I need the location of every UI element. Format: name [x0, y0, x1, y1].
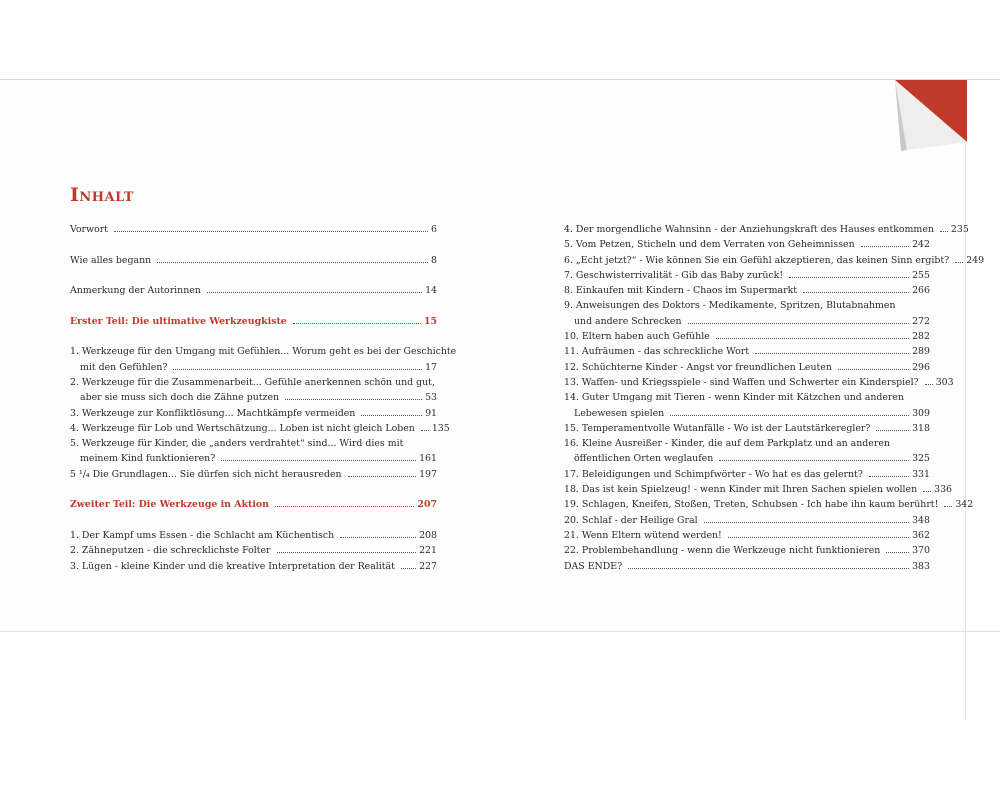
toc-entry[interactable]: 7. Geschwisterrivalität - Gib das Baby zurück! 255 — [564, 268, 930, 283]
toc-right-column — [564, 222, 985, 574]
toc-entry[interactable]: 5. Vom Petzen, Sticheln und dem Verraten von Geheimnissen 242 — [564, 237, 930, 252]
page-number: 331 — [912, 468, 930, 480]
page-number: 242 — [912, 239, 930, 251]
toc-entry[interactable]: Wie alles begann 8 — [70, 253, 437, 268]
page-number: 14 — [425, 285, 437, 297]
toc-entry[interactable]: 15. Temperamentvolle Wutanfälle - Wo ist der Lautstärkeregler? 318 — [564, 421, 930, 436]
toc-entry[interactable]: 1. Werkzeuge für den Umgang mit Gefühlen... Worum geht es bei der Geschichte mit den Gefühlen? 17 — [70, 344, 437, 375]
page-number: 383 — [912, 560, 930, 572]
page-number: 8 — [431, 254, 437, 266]
page-number: 325 — [912, 453, 930, 465]
toc-entry[interactable]: 1. Der Kampf ums Essen - die Schlacht am Küchentisch 208 — [70, 528, 437, 543]
bottom-divider — [0, 631, 1000, 632]
toc-entry[interactable]: Vorwort 6 — [70, 222, 437, 237]
page-number: 15 — [423, 315, 437, 327]
page-number: 336 — [934, 484, 953, 496]
page-edge — [965, 80, 966, 720]
toc-entry[interactable]: 19. Schlagen, Kneifen, Stoßen, Treten, Schubsen - Ich habe ihn kaum berührt! 342 — [564, 497, 930, 512]
toc-entry[interactable]: 18. Das ist kein Spielzeug! - wenn Kinder mit Ihren Sachen spielen wollen 336 — [564, 482, 930, 497]
page-number: 53 — [425, 392, 437, 404]
page-number: 255 — [912, 269, 930, 281]
page-number: 161 — [419, 453, 437, 465]
toc-entry[interactable]: 20. Schlaf - der Heilige Gral 348 — [564, 513, 930, 528]
page-number: 91 — [425, 407, 437, 419]
page-number: 282 — [912, 331, 930, 343]
toc-entry[interactable]: 10. Eltern haben auch Gefühle 282 — [564, 329, 930, 344]
toc-entry[interactable]: 3. Lügen - kleine Kinder und die kreative Interpretation der Realität 227 — [70, 559, 437, 574]
toc-part-heading[interactable]: Zweiter Teil: Die Werkzeuge in Aktion 207 — [70, 497, 437, 512]
page-number: 348 — [912, 514, 930, 526]
toc-entry[interactable]: 22. Problembehandlung - wenn die Werkzeuge nicht funktionieren 370 — [564, 543, 930, 558]
page-number: 289 — [912, 346, 930, 358]
page-number: 235 — [950, 224, 969, 235]
toc-entry[interactable]: 3. Werkzeuge zur Konfliktlösung... Machtkämpfe vermeiden 91 — [70, 406, 437, 421]
toc-entry[interactable]: 9. Anweisungen des Doktors - Medikamente, Spritzen, Blutabnahmen und andere Schrecken 272 — [564, 298, 930, 329]
toc-entry[interactable]: 21. Wenn Eltern wütend werden! 362 — [564, 528, 930, 543]
page-title: Inhalt — [70, 184, 134, 206]
page-number: 207 — [417, 499, 437, 511]
toc-entry[interactable]: Anmerkung der Autorinnen 14 — [70, 283, 437, 298]
toc-entry[interactable]: 2. Werkzeuge für die Zusammenarbeit... Gefühle anerkennen schön und gut, aber sie muss sich doch die Zähne putzen 53 — [70, 375, 437, 406]
page-number: 272 — [912, 315, 930, 327]
page-number: 318 — [912, 422, 930, 434]
toc-entry[interactable]: 8. Einkaufen mit Kindern - Chaos im Supermarkt 266 — [564, 283, 930, 298]
toc-entry[interactable]: 12. Schüchterne Kinder - Angst vor freundlichen Leuten 296 — [564, 360, 930, 375]
page-number: 208 — [419, 529, 437, 541]
toc-entry[interactable]: 5 ¹/₄ Die Grundlagen... Sie dürfen sich nicht herausreden 197 — [70, 467, 437, 482]
page-number: 303 — [935, 376, 954, 388]
page-number: 370 — [912, 545, 930, 557]
toc-entry[interactable]: 16. Kleine Ausreißer - Kinder, die auf dem Parkplatz und an anderen öffentlichen Orten weglaufen 325 — [564, 436, 930, 467]
toc-entry[interactable]: 4. Werkzeuge für Lob und Wertschätzung... Loben ist nicht gleich Loben 135 — [70, 421, 437, 436]
page-number: 6 — [431, 224, 437, 235]
toc-entry[interactable]: 6. „Echt jetzt?“ - Wie können Sie ein Gefühl akzeptieren, das keinen Sinn ergibt? 249 — [564, 253, 930, 268]
toc-entry[interactable]: 11. Aufräumen - das schreckliche Wort 289 — [564, 344, 930, 359]
toc-left-column — [70, 222, 457, 574]
page-number: 296 — [912, 361, 930, 373]
toc-entry[interactable]: 4. Der morgendliche Wahnsinn - der Anziehungskraft des Hauses entkommen 235 — [564, 222, 930, 237]
page-number: 309 — [912, 407, 930, 419]
page-number: 221 — [419, 545, 437, 557]
toc-entry[interactable]: 14. Guter Umgang mit Tieren - wenn Kinder mit Kätzchen und anderen Lebewesen spielen 309 — [564, 390, 930, 421]
page-number: 249 — [966, 254, 985, 266]
toc-entry[interactable]: DAS ENDE? 383 — [564, 559, 930, 574]
page-curl-icon[interactable] — [895, 80, 967, 152]
page-number: 135 — [431, 422, 450, 434]
page-number: 362 — [912, 529, 930, 541]
toc-entry[interactable]: 13. Waffen- und Kriegsspiele - sind Waffen und Schwerter ein Kinderspiel? 303 — [564, 375, 930, 390]
toc-part-heading[interactable]: Erster Teil: Die ultimative Werkzeugkiste 15 — [70, 314, 437, 329]
page-number: 266 — [912, 285, 930, 297]
page-number: 342 — [955, 499, 974, 511]
page-number: 227 — [419, 560, 437, 572]
page-number: 17 — [425, 361, 437, 373]
toc-entry[interactable]: 2. Zähneputzen - die schrecklichste Folter 221 — [70, 543, 437, 558]
page-number: 197 — [419, 468, 437, 480]
toc-entry[interactable]: 17. Beleidigungen und Schimpfwörter - Wo hat es das gelernt? 331 — [564, 467, 930, 482]
toc-entry[interactable]: 5. Werkzeuge für Kinder, die „anders verdrahtet“ sind... Wird dies mit meinem Kind funktionieren? 161 — [70, 436, 437, 467]
